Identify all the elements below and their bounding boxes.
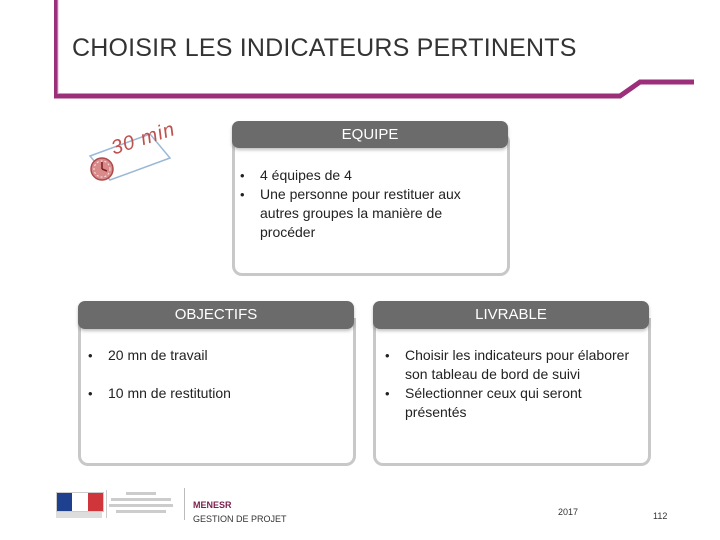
logo-text-lines bbox=[108, 492, 174, 516]
logo-divider bbox=[106, 490, 107, 518]
footer-year: 2017 bbox=[558, 507, 579, 517]
equipe-header: EQUIPE bbox=[232, 121, 508, 148]
footer-org: MENESR bbox=[193, 500, 232, 510]
objectifs-header: OBJECTIFS bbox=[78, 301, 354, 329]
livrable-list bbox=[383, 346, 638, 422]
equipe-list bbox=[238, 166, 493, 242]
livrable-header: LIVRABLE bbox=[373, 301, 649, 329]
objectifs-list bbox=[86, 346, 341, 422]
flag-icon bbox=[56, 492, 104, 512]
list-item: • Sélectionner ceux qui seront présentés bbox=[383, 384, 638, 422]
footer-project: GESTION DE PROJET bbox=[193, 514, 287, 524]
footer-divider bbox=[184, 488, 185, 520]
list-item: • 10 mn de restitution bbox=[86, 384, 341, 403]
list-item: • Une personne pour restituer aux autres groupes la manière de procéder bbox=[238, 185, 493, 242]
logo-caption bbox=[56, 512, 102, 518]
slide-title: CHOISIR LES INDICATEURS PERTINENTS bbox=[72, 34, 577, 62]
list-item: • 4 équipes de 4 bbox=[238, 166, 493, 185]
timer-label: 30 min bbox=[108, 118, 179, 160]
list-item: • Choisir les indicateurs pour élaborer son tableau de bord de suivi bbox=[383, 346, 638, 384]
list-item: • 20 mn de travail bbox=[86, 346, 341, 365]
page-number: 112 bbox=[653, 511, 668, 521]
ministry-logo bbox=[52, 488, 182, 520]
